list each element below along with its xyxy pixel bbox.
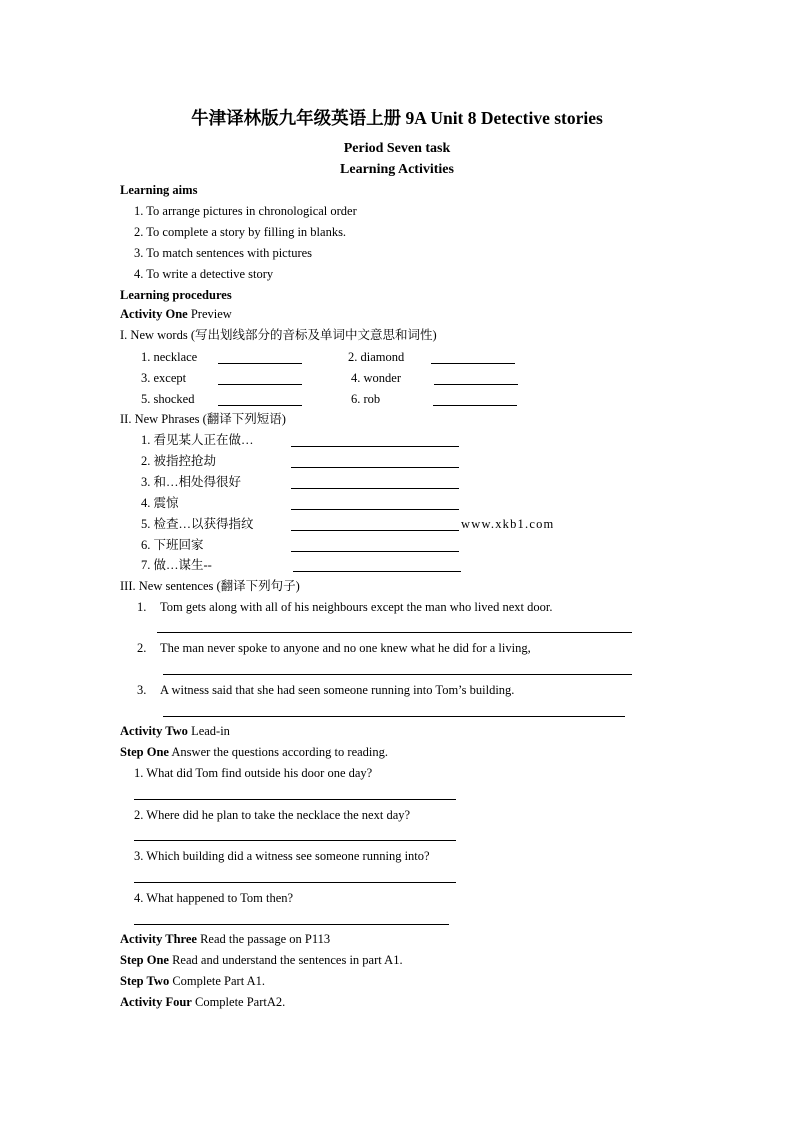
activities-heading: Learning Activities (340, 162, 454, 177)
watermark-text: www.xkb1.com (461, 517, 555, 531)
new-sentences-heading: III. New sentences (翻译下列句子) (120, 579, 300, 593)
activity-one-label: Activity One (120, 307, 188, 321)
activity-two-text: Lead-in (187, 724, 230, 738)
step-one-answer (120, 744, 388, 760)
word-item: 6. rob (351, 392, 381, 406)
answer-blank[interactable] (431, 363, 515, 364)
period-heading: Period Seven task (343, 141, 451, 156)
phrase-item: 3. 和…相处得很好 (141, 475, 242, 489)
answer-blank[interactable] (291, 530, 459, 531)
step-two (120, 973, 265, 989)
answer-blank[interactable] (433, 405, 517, 406)
activity-three-text: Read the passage on P113 (196, 932, 331, 946)
aim-item: 1. To arrange pictures in chronological order (134, 204, 357, 218)
answer-blank[interactable] (134, 924, 449, 925)
activity-two-label: Activity Two (120, 724, 188, 738)
aim-item: 3. To match sentences with pictures (134, 246, 313, 260)
answer-blank[interactable] (134, 799, 456, 800)
activity-four-label: Activity Four (120, 995, 192, 1009)
sentence-text: The man never spoke to anyone and no one knew what he did for a living, (160, 641, 531, 655)
answer-blank[interactable] (293, 571, 461, 572)
sentence-number: 3. (137, 683, 147, 697)
phrase-item: 1. 看见某人正在做… (141, 433, 254, 447)
answer-blank[interactable] (163, 674, 632, 675)
word-item: 4. wonder (351, 371, 401, 385)
answer-blank[interactable] (291, 551, 459, 552)
new-phrases-heading: II. New Phrases (翻译下列短语) (120, 412, 286, 426)
answer-blank[interactable] (157, 632, 632, 633)
document-title: 牛津译林版九年级英语上册 9A Unit 8 Detective stories (191, 108, 603, 128)
phrase-item: 6. 下班回家 (141, 538, 204, 552)
question-item: 2. Where did he plan to take the necklace the next day? (134, 808, 411, 822)
answer-blank[interactable] (134, 840, 456, 841)
aim-item: 2. To complete a story by filling in blanks. (134, 225, 347, 239)
phrase-item: 5. 检查…以获得指纹 (141, 517, 254, 531)
phrase-item: 4. 震惊 (141, 496, 179, 510)
question-item: 3. Which building did a witness see someone running into? (134, 849, 430, 863)
answer-blank[interactable] (434, 384, 518, 385)
step-one-read (120, 952, 403, 968)
step-one-label: Step One (120, 953, 169, 967)
answer-blank[interactable] (291, 509, 459, 510)
sentence-number: 1. (137, 600, 147, 614)
aim-item: 4. To write a detective story (134, 267, 274, 281)
word-item: 3. except (141, 371, 187, 385)
step-one-text: Read and understand the sentences in part A1. (168, 953, 403, 967)
step-two-label: Step Two (120, 974, 170, 988)
word-item: 5. shocked (141, 392, 195, 406)
answer-blank[interactable] (218, 363, 302, 364)
activity-three-label: Activity Three (120, 932, 197, 946)
step-one-label: Step One (120, 745, 169, 759)
sentence-text: Tom gets along with all of his neighbours except the man who lived next door. (160, 600, 553, 614)
step-two-text: Complete Part A1. (169, 974, 266, 988)
activity-one (120, 306, 232, 322)
new-words-heading: I. New words (写出划线部分的音标及单词中文意思和词性) (120, 328, 437, 342)
activity-one-text: Preview (187, 307, 232, 321)
activity-four (120, 994, 285, 1010)
sentence-text: A witness said that she had seen someone running into Tom’s building. (160, 683, 515, 697)
question-item: 1. What did Tom find outside his door one day? (134, 766, 373, 780)
activity-three (120, 931, 330, 947)
answer-blank[interactable] (163, 716, 625, 717)
learning-procedures-heading: Learning procedures (120, 288, 232, 302)
phrase-item: 7. 做…谋生-- (141, 558, 212, 572)
answer-blank[interactable] (291, 446, 459, 447)
question-item: 4. What happened to Tom then? (134, 891, 294, 905)
word-item: 1. necklace (141, 350, 198, 364)
sentence-number: 2. (137, 641, 147, 655)
activity-four-text: Complete PartA2. (191, 995, 286, 1009)
step-one-text: Answer the questions according to reading. (168, 745, 389, 759)
learning-aims-heading: Learning aims (120, 183, 198, 197)
phrase-item: 2. 被指控抢劫 (141, 454, 217, 468)
answer-blank[interactable] (291, 467, 459, 468)
answer-blank[interactable] (291, 488, 459, 489)
answer-blank[interactable] (134, 882, 456, 883)
activity-two (120, 723, 230, 739)
answer-blank[interactable] (218, 405, 302, 406)
word-item: 2. diamond (348, 350, 405, 364)
answer-blank[interactable] (218, 384, 302, 385)
